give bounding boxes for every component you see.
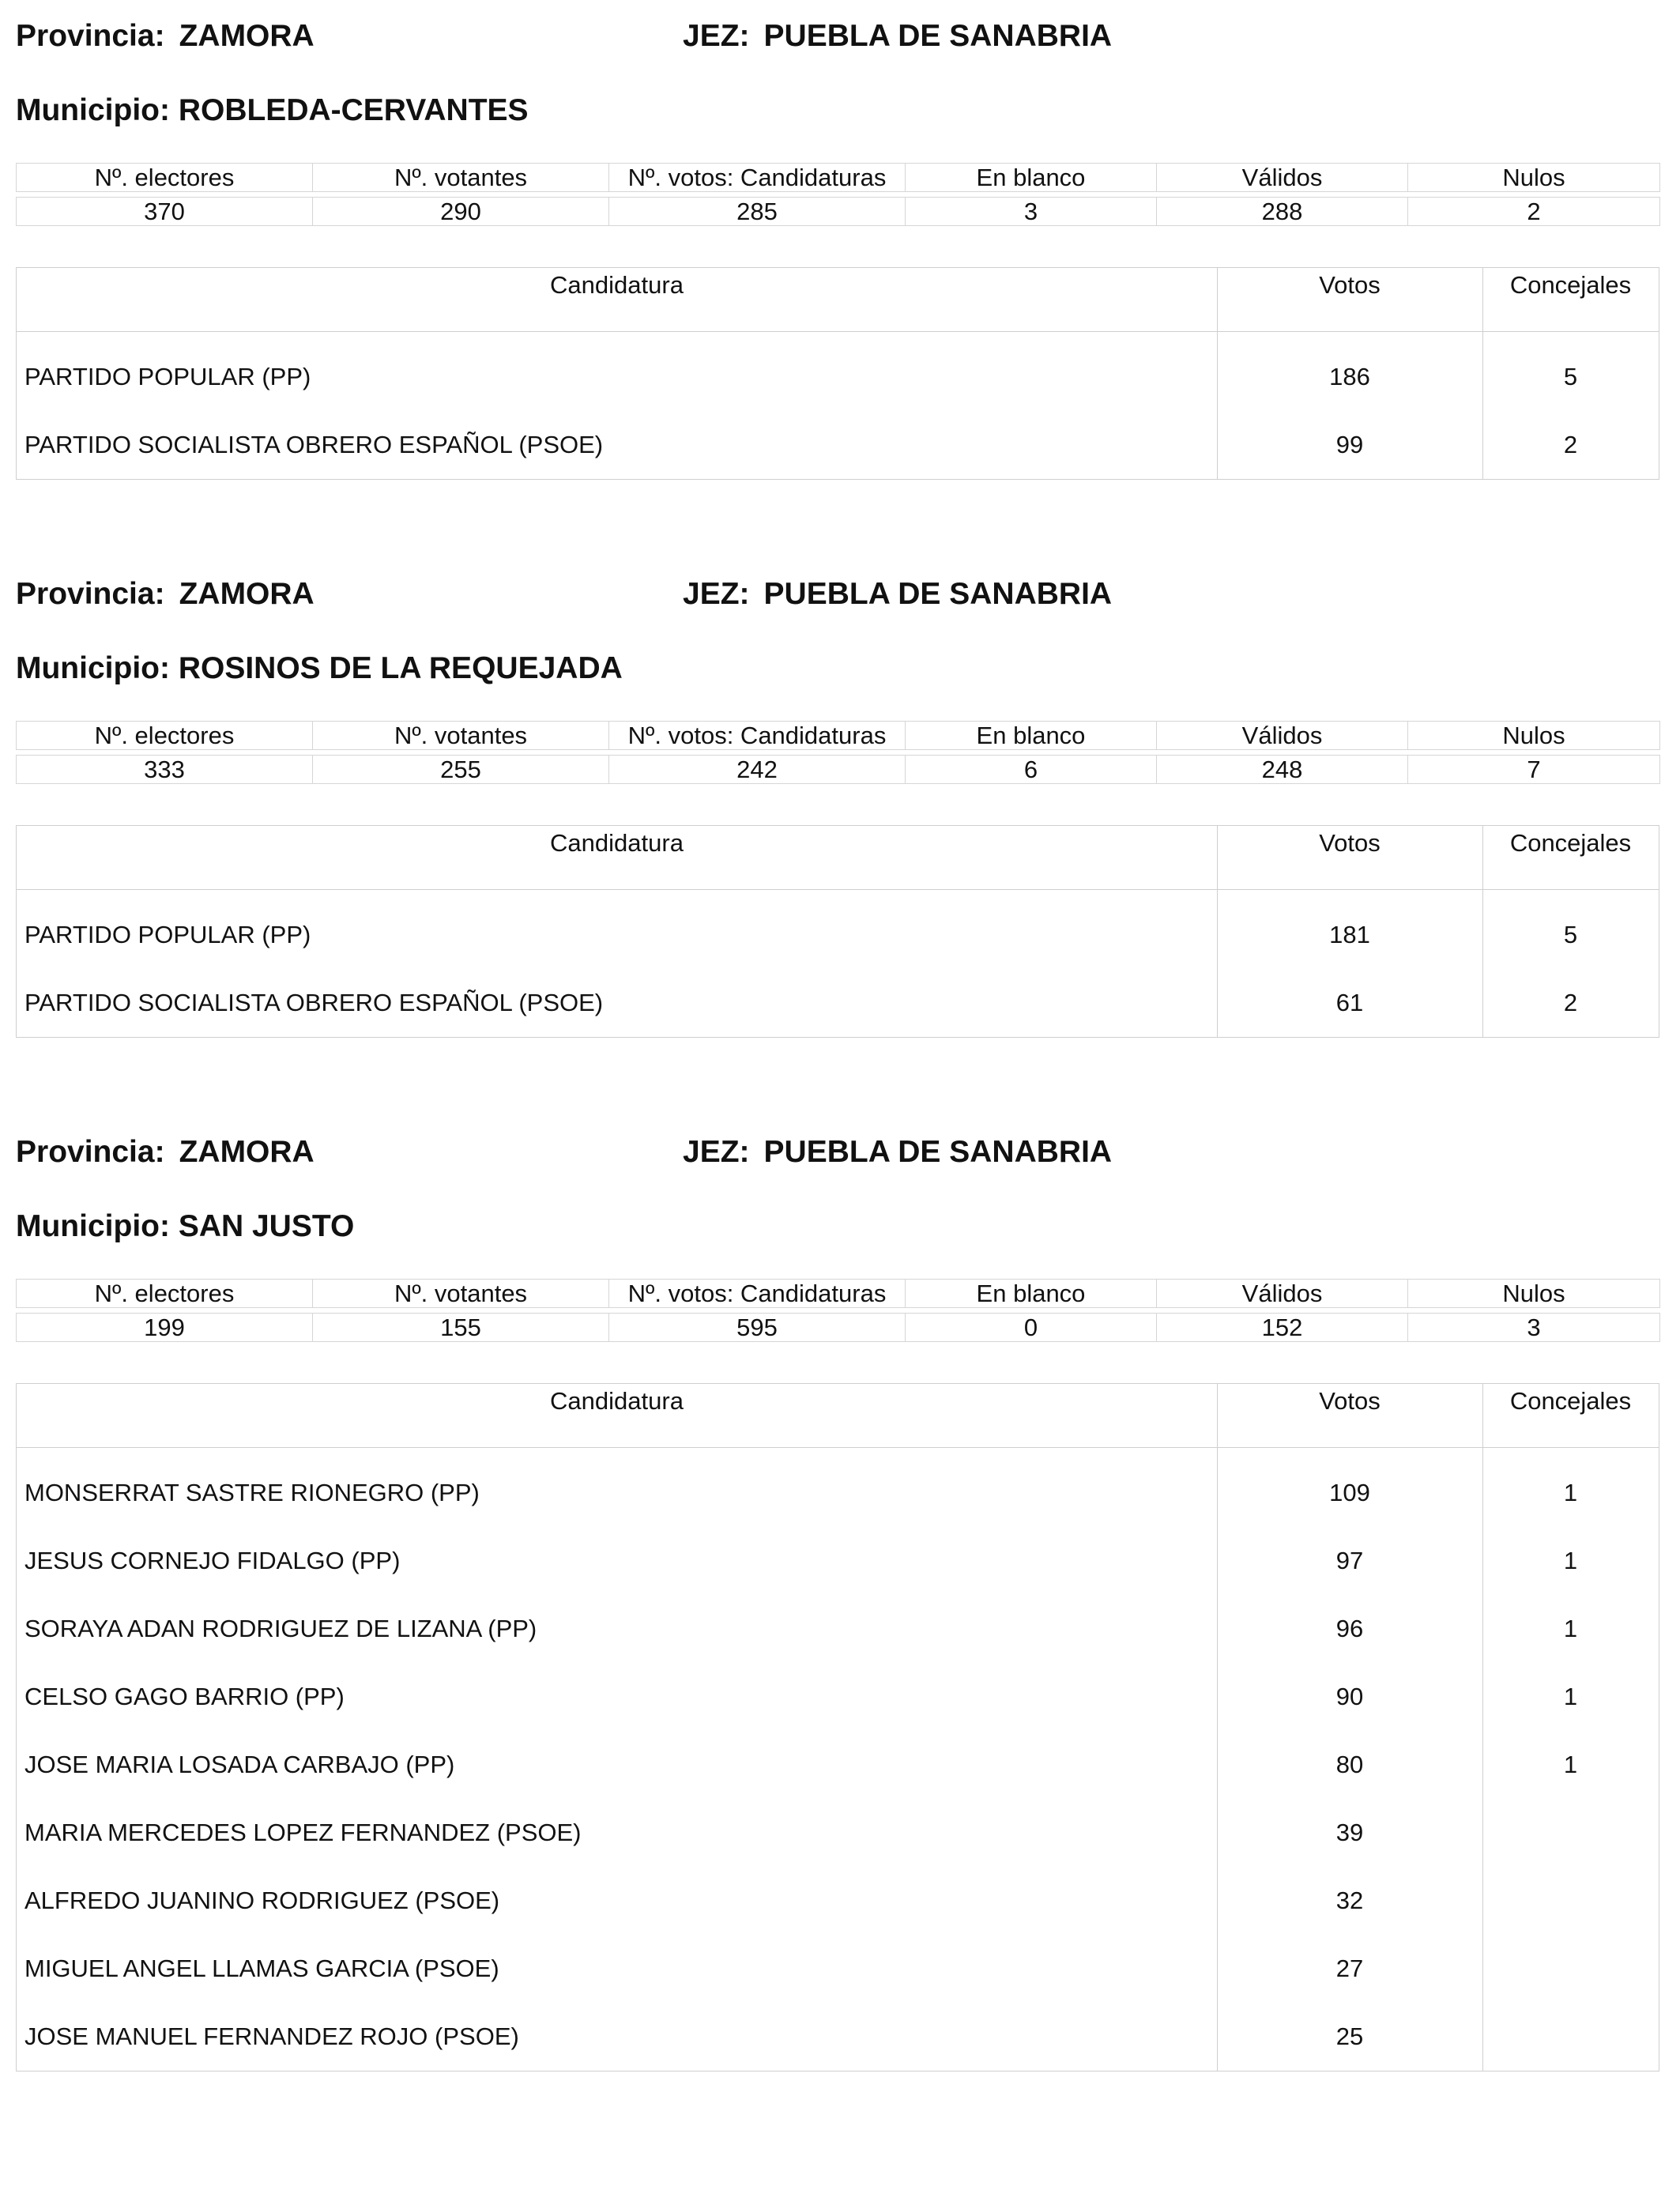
table-row <box>17 1527 1659 1595</box>
candidatura-concejales: 5 <box>1563 921 1578 948</box>
header-concejales: Concejales <box>1509 829 1632 857</box>
provincia-label: Provincia: <box>16 577 165 611</box>
stats-value-cell: 6 <box>906 756 1157 784</box>
candidatura-votos: 25 <box>1335 2022 1364 2050</box>
candidatura-votos: 109 <box>1329 1479 1370 1506</box>
candidatura-name: MARIA MERCEDES LOPEZ FERNANDEZ (PSOE) <box>24 1819 582 1846</box>
candidatura-votos: 32 <box>1335 1887 1364 1914</box>
municipio-value: SAN JUSTO <box>178 1209 355 1243</box>
table-row <box>17 1799 1659 1867</box>
municipio-value: ROSINOS DE LA REQUEJADA <box>178 651 623 685</box>
candidatura-votos: 186 <box>1329 363 1370 390</box>
header-candidatura: Candidatura <box>550 829 684 857</box>
provincia-label: Provincia: <box>16 1135 165 1169</box>
stats-gap <box>17 750 1660 756</box>
stats-header-cell: Nulos <box>1408 1280 1660 1308</box>
stats-header-cell: Nº. votantes <box>313 722 609 750</box>
stats-header-cell: Nº. votos: Candidaturas <box>609 164 906 192</box>
stats-gap <box>17 192 1660 198</box>
provincia-line <box>16 21 315 51</box>
stats-gap <box>17 1308 1660 1314</box>
header-votos: Votos <box>1319 829 1381 857</box>
candidatura-votos: 61 <box>1335 989 1364 1016</box>
municipio-line <box>16 1211 354 1242</box>
jez-label: JEZ: <box>683 1135 750 1169</box>
candidatura-name: JOSE MANUEL FERNANDEZ ROJO (PSOE) <box>24 2022 519 2050</box>
stats-gap-cell <box>17 192 1660 198</box>
candidatura-concejales: 1 <box>1563 1547 1578 1574</box>
stats-header-cell: Nº. votos: Candidaturas <box>609 722 906 750</box>
stats-header-cell: Válidos <box>1157 1280 1408 1308</box>
municipio-label: Municipio: <box>16 651 170 685</box>
municipio-label: Municipio: <box>16 93 170 127</box>
stats-header-cell: Nulos <box>1408 722 1660 750</box>
stats-header-cell: En blanco <box>906 722 1157 750</box>
candidatura-concejales: 2 <box>1563 431 1578 458</box>
jez-value: PUEBLA DE SANABRIA <box>763 1135 1113 1169</box>
stats-table <box>16 721 1660 784</box>
provincia-value: ZAMORA <box>179 19 315 53</box>
stats-value-row <box>17 756 1660 784</box>
table-row <box>17 901 1659 969</box>
candidatura-votos: 97 <box>1335 1547 1364 1574</box>
candidatura-votos: 96 <box>1335 1615 1364 1642</box>
candidaturas-header <box>17 1384 1659 1448</box>
candidaturas-table <box>16 1383 1659 2071</box>
provincia-line <box>16 579 315 609</box>
stats-value-cell: 7 <box>1408 756 1660 784</box>
stats-gap-cell <box>17 750 1660 756</box>
stats-value-cell: 285 <box>609 198 906 226</box>
stats-header-cell: Nº. electores <box>17 164 313 192</box>
table-row <box>17 2003 1659 2071</box>
municipio-value: ROBLEDA-CERVANTES <box>178 93 529 127</box>
candidatura-name: SORAYA ADAN RODRIGUEZ DE LIZANA (PP) <box>24 1615 537 1642</box>
jez-value: PUEBLA DE SANABRIA <box>763 577 1113 611</box>
candidatura-concejales: 5 <box>1563 363 1578 390</box>
stats-gap-cell <box>17 1308 1660 1314</box>
provincia-value: ZAMORA <box>179 577 315 611</box>
candidatura-votos: 80 <box>1335 1751 1364 1778</box>
candidatura-name: MONSERRAT SASTRE RIONEGRO (PP) <box>24 1479 480 1506</box>
stats-value-cell: 152 <box>1157 1314 1408 1342</box>
stats-value-cell: 248 <box>1157 756 1408 784</box>
candidatura-name: PARTIDO POPULAR (PP) <box>24 363 311 390</box>
table-row <box>17 1663 1659 1731</box>
candidatura-concejales: 1 <box>1563 1479 1578 1506</box>
table-row <box>17 343 1659 411</box>
municipio-line <box>16 653 623 684</box>
stats-value-row <box>17 1314 1660 1342</box>
provincia-value: ZAMORA <box>179 1135 315 1169</box>
header-concejales: Concejales <box>1509 1387 1632 1415</box>
stats-value-cell: 3 <box>1408 1314 1660 1342</box>
stats-value-cell: 199 <box>17 1314 313 1342</box>
stats-value-row <box>17 198 1660 226</box>
candidaturas-table <box>16 825 1659 1038</box>
candidatura-votos: 90 <box>1335 1683 1364 1710</box>
stats-header-row <box>17 1280 1660 1308</box>
municipio-line <box>16 95 529 126</box>
header-candidatura: Candidatura <box>550 1387 684 1415</box>
stats-header-cell: En blanco <box>906 1280 1157 1308</box>
header-concejales: Concejales <box>1509 271 1632 299</box>
jez-line <box>683 1137 1112 1167</box>
candidatura-votos: 39 <box>1335 1819 1364 1846</box>
table-row <box>17 1731 1659 1799</box>
jez-label: JEZ: <box>683 577 750 611</box>
stats-header-cell: En blanco <box>906 164 1157 192</box>
table-row <box>17 1595 1659 1663</box>
stats-header-cell: Nulos <box>1408 164 1660 192</box>
stats-value-cell: 242 <box>609 756 906 784</box>
stats-header-cell: Nº. votantes <box>313 164 609 192</box>
header-candidatura: Candidatura <box>550 271 684 299</box>
candidatura-name: JOSE MARIA LOSADA CARBAJO (PP) <box>24 1751 455 1778</box>
stats-header-cell: Nº. votos: Candidaturas <box>609 1280 906 1308</box>
stats-header-row <box>17 164 1660 192</box>
stats-header-cell: Nº. electores <box>17 1280 313 1308</box>
candidaturas-body <box>17 1448 1659 2071</box>
provincia-line <box>16 1137 315 1167</box>
table-row <box>17 1459 1659 1527</box>
candidatura-concejales: 2 <box>1563 989 1578 1016</box>
stats-value-cell: 370 <box>17 198 313 226</box>
table-row <box>17 969 1659 1037</box>
table-row <box>17 1867 1659 1935</box>
stats-table <box>16 1279 1660 1342</box>
candidatura-name: ALFREDO JUANINO RODRIGUEZ (PSOE) <box>24 1887 500 1914</box>
candidaturas-body <box>17 332 1659 479</box>
jez-line <box>683 21 1112 51</box>
candidaturas-body <box>17 890 1659 1037</box>
stats-value-cell: 2 <box>1408 198 1660 226</box>
candidatura-name: PARTIDO SOCIALISTA OBRERO ESPAÑOL (PSOE) <box>24 989 604 1016</box>
stats-value-cell: 255 <box>313 756 609 784</box>
table-row <box>17 1935 1659 2003</box>
candidatura-name: PARTIDO SOCIALISTA OBRERO ESPAÑOL (PSOE) <box>24 431 604 458</box>
stats-table <box>16 163 1660 226</box>
stats-value-cell: 0 <box>906 1314 1157 1342</box>
candidatura-name: MIGUEL ANGEL LLAMAS GARCIA (PSOE) <box>24 1955 499 1982</box>
stats-header-cell: Válidos <box>1157 164 1408 192</box>
stats-value-cell: 288 <box>1157 198 1408 226</box>
stats-header-row <box>17 722 1660 750</box>
candidaturas-header <box>17 268 1659 332</box>
jez-value: PUEBLA DE SANABRIA <box>763 19 1113 53</box>
candidatura-concejales: 1 <box>1563 1751 1578 1778</box>
header-votos: Votos <box>1319 1387 1381 1415</box>
candidatura-concejales: 1 <box>1563 1683 1578 1710</box>
candidatura-name: JESUS CORNEJO FIDALGO (PP) <box>24 1547 401 1574</box>
jez-line <box>683 579 1112 609</box>
provincia-label: Provincia: <box>16 19 165 53</box>
stats-value-cell: 333 <box>17 756 313 784</box>
stats-value-cell: 3 <box>906 198 1157 226</box>
stats-value-cell: 595 <box>609 1314 906 1342</box>
candidaturas-header <box>17 826 1659 890</box>
stats-header-cell: Nº. votantes <box>313 1280 609 1308</box>
candidatura-votos: 27 <box>1335 1955 1364 1982</box>
header-votos: Votos <box>1319 271 1381 299</box>
table-row <box>17 411 1659 479</box>
candidaturas-table <box>16 267 1659 480</box>
candidatura-name: CELSO GAGO BARRIO (PP) <box>24 1683 345 1710</box>
jez-label: JEZ: <box>683 19 750 53</box>
stats-value-cell: 290 <box>313 198 609 226</box>
stats-header-cell: Nº. electores <box>17 722 313 750</box>
municipio-label: Municipio: <box>16 1209 170 1243</box>
stats-header-cell: Válidos <box>1157 722 1408 750</box>
stats-value-cell: 155 <box>313 1314 609 1342</box>
candidatura-votos: 99 <box>1335 431 1364 458</box>
candidatura-votos: 181 <box>1329 921 1370 948</box>
candidatura-concejales: 1 <box>1563 1615 1578 1642</box>
candidatura-name: PARTIDO POPULAR (PP) <box>24 921 311 948</box>
